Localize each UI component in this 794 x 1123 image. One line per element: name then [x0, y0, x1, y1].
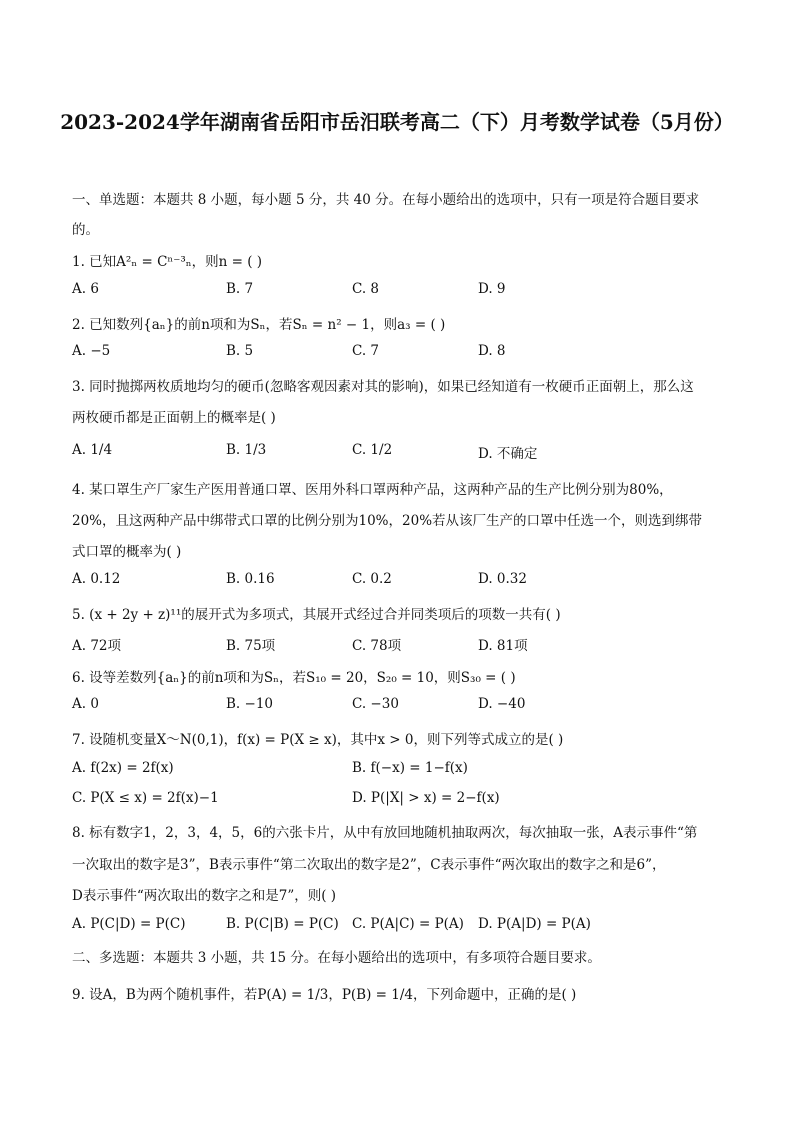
question-4-option-b: B. 0.16: [226, 571, 275, 587]
question-8-option-b: B. P(C|B) = P(C): [226, 916, 339, 932]
question-8-stem-line-2: 一次取出的数字是3”，B表示事件“第二次取出的数字是2”，C表示事件“两次取出的数字之和是6”，: [72, 857, 666, 873]
question-3-stem-line-2: 两枚硬币都是正面朝上的概率是( ): [72, 410, 276, 426]
question-2-option-c: C. 7: [352, 343, 380, 359]
question-5-option-c: C. 78项: [352, 638, 402, 654]
question-8-option-d: D. P(A|D) = P(A): [478, 916, 591, 932]
question-1-option-a: A. 6: [72, 281, 99, 297]
question-9-stem: 9. 设A，B为两个随机事件，若P(A) = 1/3，P(B) = 1/4，下列命题中，正确的是( ): [72, 987, 577, 1003]
section-1-heading-line-1: 一、单选题：本题共 8 小题，每小题 5 分，共 40 分。在每小题给出的选项中，只有一项是符合题目要求: [72, 192, 700, 208]
question-8-option-a: A. P(C|D) = P(C): [72, 916, 186, 932]
question-7-option-a: A. f(2x) = 2f(x): [72, 760, 174, 776]
question-6-option-a: A. 0: [72, 696, 99, 712]
question-1-option-c: C. 8: [352, 281, 380, 297]
question-3-option-c: C. 1/2: [352, 442, 393, 458]
question-2-stem: 2. 已知数列{aₙ}的前n项和为Sₙ，若Sₙ = n² − 1，则a₃ = ( ): [72, 317, 446, 333]
question-5-option-a: A. 72项: [72, 638, 122, 654]
question-5-stem: 5. (x + 2y + z)¹¹的展开式为多项式，其展开式经过合并同类项后的项数一共有( ): [72, 607, 561, 623]
question-8-stem-line-3: D表示事件“两次取出的数字之和是7”，则( ): [72, 888, 337, 904]
section-1-heading-line-2: 的。: [72, 222, 99, 238]
question-5-option-b: B. 75项: [226, 638, 276, 654]
question-3-option-d: D. 不确定: [478, 446, 538, 462]
question-8-stem-line-1: 8. 标有数字1，2，3，4，5，6的六张卡片，从中有放回地随机抽取两次，每次抽取一张，A表示事件“第: [72, 825, 698, 841]
question-7-option-d: D. P(|X| > x) = 2−f(x): [352, 790, 500, 806]
question-3-option-b: B. 1/3: [226, 442, 267, 458]
question-6-option-c: C. −30: [352, 696, 399, 712]
question-1-stem: 1. 已知A²ₙ = Cⁿ⁻³ₙ，则n = ( ): [72, 254, 263, 270]
question-1-option-d: D. 9: [478, 281, 506, 297]
question-4-stem-line-2: 20%，且这两种产品中绑带式口罩的比例分别为10%，20%若从该厂生产的口罩中任选一个，则选到绑带: [72, 513, 703, 529]
question-4-option-a: A. 0.12: [72, 571, 121, 587]
question-3-stem-line-1: 3. 同时抛掷两枚质地均匀的硬币(忽略客观因素对其的影响)，如果已经知道有一枚硬币正面朝上，那么这: [72, 379, 694, 395]
question-7-option-b: B. f(−x) = 1−f(x): [352, 760, 468, 776]
question-2-option-d: D. 8: [478, 343, 506, 359]
question-2-option-b: B. 5: [226, 343, 254, 359]
question-4-stem-line-1: 4. 某口罩生产厂家生产医用普通口罩、医用外科口罩两种产品，这两种产品的生产比例分别为80%，: [72, 482, 673, 498]
section-2-heading: 二、多选题：本题共 3 小题，共 15 分。在每小题给出的选项中，有多项符合题目要求。: [72, 950, 601, 966]
question-6-stem: 6. 设等差数列{aₙ}的前n项和为Sₙ，若S₁₀ = 20，S₂₀ = 10，则S₃₀ = ( ): [72, 670, 516, 686]
page-title: 2023-2024学年湖南省岳阳市岳汨联考高二（下）月考数学试卷（5月份）: [60, 110, 734, 134]
question-4-option-c: C. 0.2: [352, 571, 392, 587]
question-1-option-b: B. 7: [226, 281, 254, 297]
question-2-option-a: A. −5: [72, 343, 111, 359]
question-3-option-a: A. 1/4: [72, 442, 113, 458]
question-8-option-c: C. P(A|C) = P(A): [352, 916, 464, 932]
question-4-stem-line-3: 式口罩的概率为( ): [72, 544, 182, 560]
question-5-option-d: D. 81项: [478, 638, 528, 654]
question-4-option-d: D. 0.32: [478, 571, 527, 587]
question-7-stem: 7. 设随机变量X～N(0,1)，f(x) = P(X ≥ x)，其中x > 0，则下列等式成立的是( ): [72, 732, 564, 748]
question-7-option-c: C. P(X ≤ x) = 2f(x)−1: [72, 790, 219, 806]
question-6-option-d: D. −40: [478, 696, 526, 712]
question-6-option-b: B. −10: [226, 696, 273, 712]
